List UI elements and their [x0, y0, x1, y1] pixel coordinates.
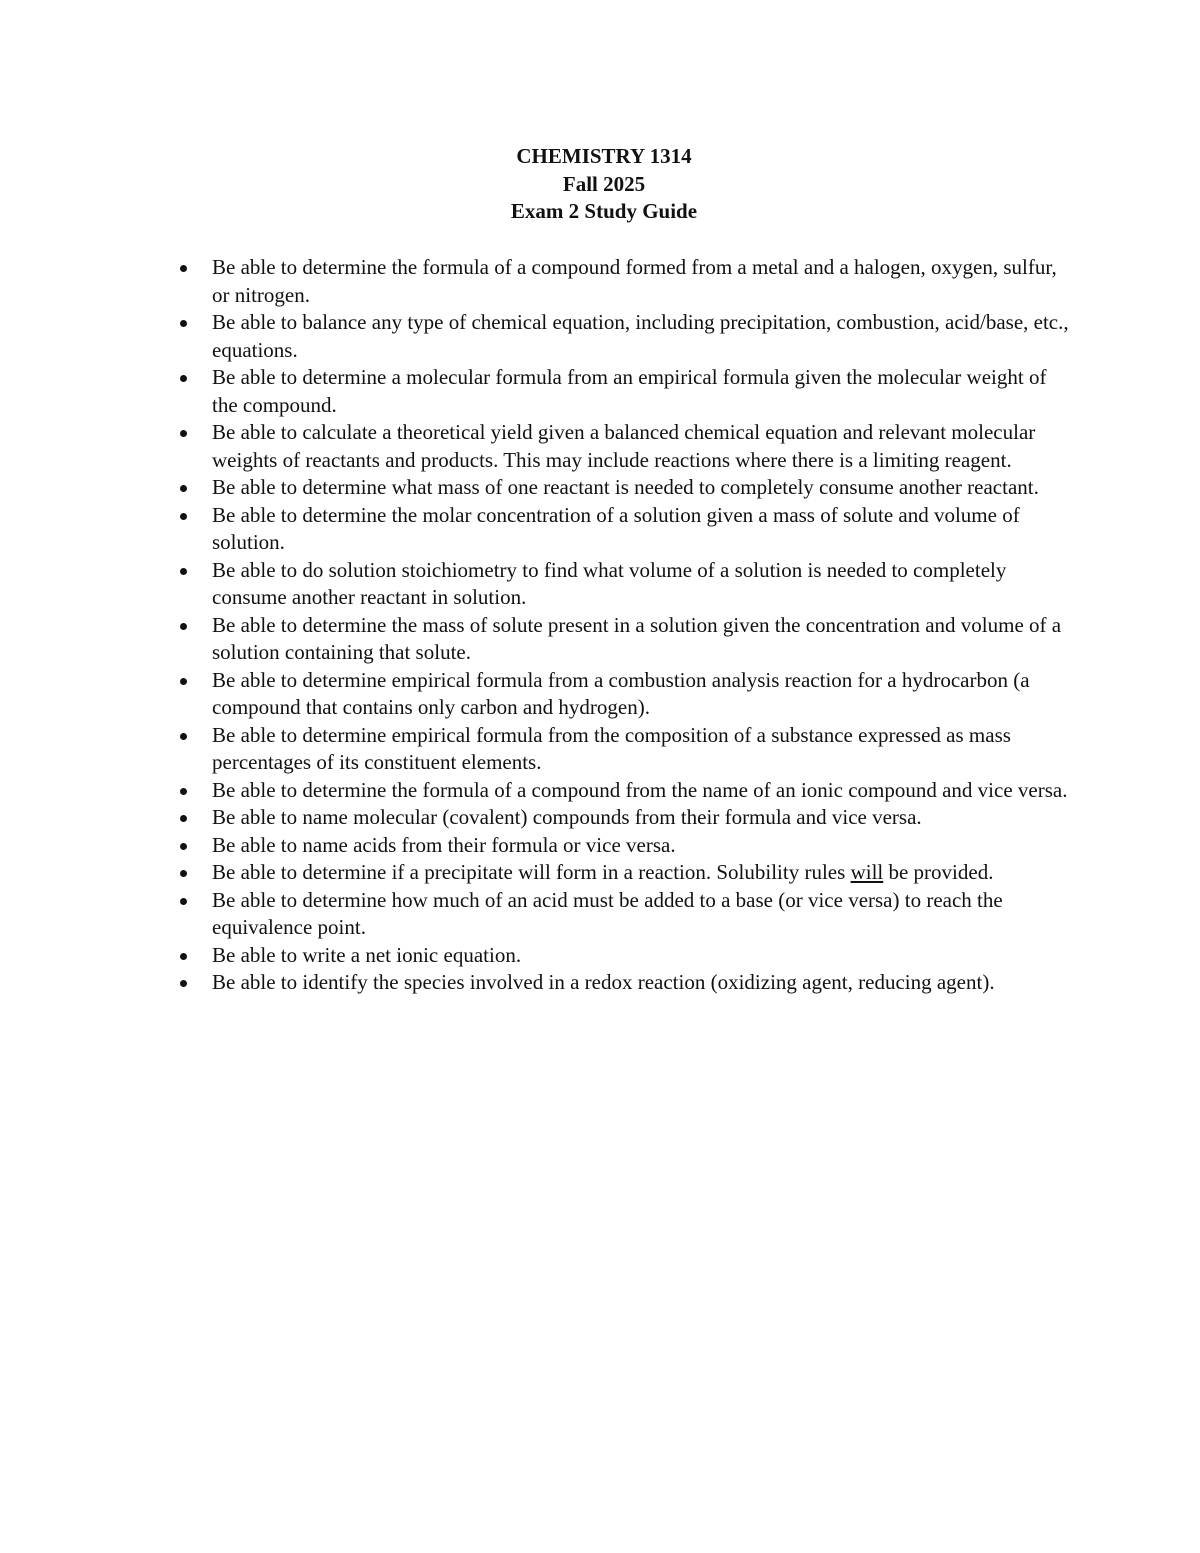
bullet-icon — [180, 953, 187, 960]
bullet-icon — [180, 678, 187, 685]
list-item — [212, 502, 1072, 557]
list-item — [212, 667, 1072, 722]
item-text-before: Be able to determine if a precipitate will form in a reaction. Solubility rules — [212, 860, 851, 884]
item-text: Be able to determine the formula of a compound formed from a metal and a halogen, oxygen, sulfur, or nitrogen. — [212, 255, 1057, 307]
item-text: Be able to write a net ionic equation. — [212, 942, 522, 967]
item-text: Be able to name molecular (covalent) compounds from their formula and vice versa. — [212, 805, 922, 829]
list-item — [212, 804, 1072, 832]
bullet-icon — [180, 733, 187, 740]
bullet-icon — [180, 265, 187, 272]
page-title: Exam 2 Study Guide — [510, 199, 698, 223]
list-item — [212, 364, 1072, 419]
item-text: Be able to do solution stoichiometry to find what volume of a solution is needed to completely consume another reactant in solution. — [212, 557, 1007, 609]
document-header — [0, 143, 1200, 226]
bullet-icon — [180, 430, 187, 437]
bullet-icon — [180, 870, 187, 877]
list-item — [212, 859, 1072, 887]
bullet-icon — [180, 843, 187, 850]
item-text: Be able to determine what mass of one reactant is needed to completely consume another reactant. — [212, 475, 1039, 499]
list-item — [212, 474, 1072, 502]
item-text: Be able to determine the molar concentration of a solution given a mass of solute and volume of solution. — [212, 502, 1020, 554]
bullet-icon — [180, 815, 187, 822]
list-item — [212, 612, 1072, 667]
list-item — [212, 309, 1072, 364]
list-item — [212, 887, 1072, 942]
item-text-after: be provided. — [883, 860, 994, 884]
list-item — [212, 254, 1072, 309]
item-text — [212, 860, 993, 884]
item-text: Be able to determine empirical formula from a combustion analysis reaction for a hydrocarbon (a compound that contains only carbon and hydrogen). — [212, 667, 1030, 719]
bullet-icon — [180, 788, 187, 795]
course-title: CHEMISTRY 1314 — [516, 144, 692, 168]
bullet-icon — [180, 623, 187, 630]
study-guide-list — [212, 254, 1072, 997]
item-text: Be able to determine the formula of a compound from the name of an ionic compound and vice versa. — [212, 777, 1068, 802]
item-text: Be able to name acids from their formula or vice versa. — [212, 832, 676, 857]
item-text: Be able to determine empirical formula from the composition of a substance expressed as mass percentages of its constituent elements. — [212, 722, 1011, 774]
item-text: Be able to balance any type of chemical equation, including precipitation, combustion, acid/base, etc., equations. — [212, 310, 1069, 362]
bullet-icon — [180, 320, 187, 327]
bullet-icon — [180, 568, 187, 575]
bullet-icon — [180, 980, 187, 987]
item-text: Be able to determine how much of an acid must be added to a base (or vice versa) to reach the equivalence point. — [212, 887, 1003, 939]
bullet-icon — [180, 513, 187, 520]
bullet-icon — [180, 375, 187, 382]
item-text: Be able to determine the mass of solute present in a solution given the concentration and volume of a solution containing that solute. — [212, 612, 1062, 664]
underlined-word: will — [850, 860, 884, 884]
bullet-icon — [180, 485, 187, 492]
term-label: Fall 2025 — [562, 171, 646, 196]
list-item — [212, 832, 1072, 860]
item-text: Be able to calculate a theoretical yield given a balanced chemical equation and relevant molecular weights of reactants and products. This may include reactions where there is a limiting reagent. — [212, 420, 1036, 472]
bullet-icon — [180, 898, 187, 905]
list-item — [212, 942, 1072, 970]
list-item — [212, 777, 1072, 805]
list-item — [212, 557, 1072, 612]
list-item — [212, 419, 1072, 474]
item-text: Be able to determine a molecular formula from an empirical formula given the molecular weight of the compound. — [212, 365, 1047, 417]
list-item — [212, 969, 1072, 997]
list-item — [212, 722, 1072, 777]
item-text: Be able to identify the species involved in a redox reaction (oxidizing agent, reducing agent). — [212, 970, 995, 994]
